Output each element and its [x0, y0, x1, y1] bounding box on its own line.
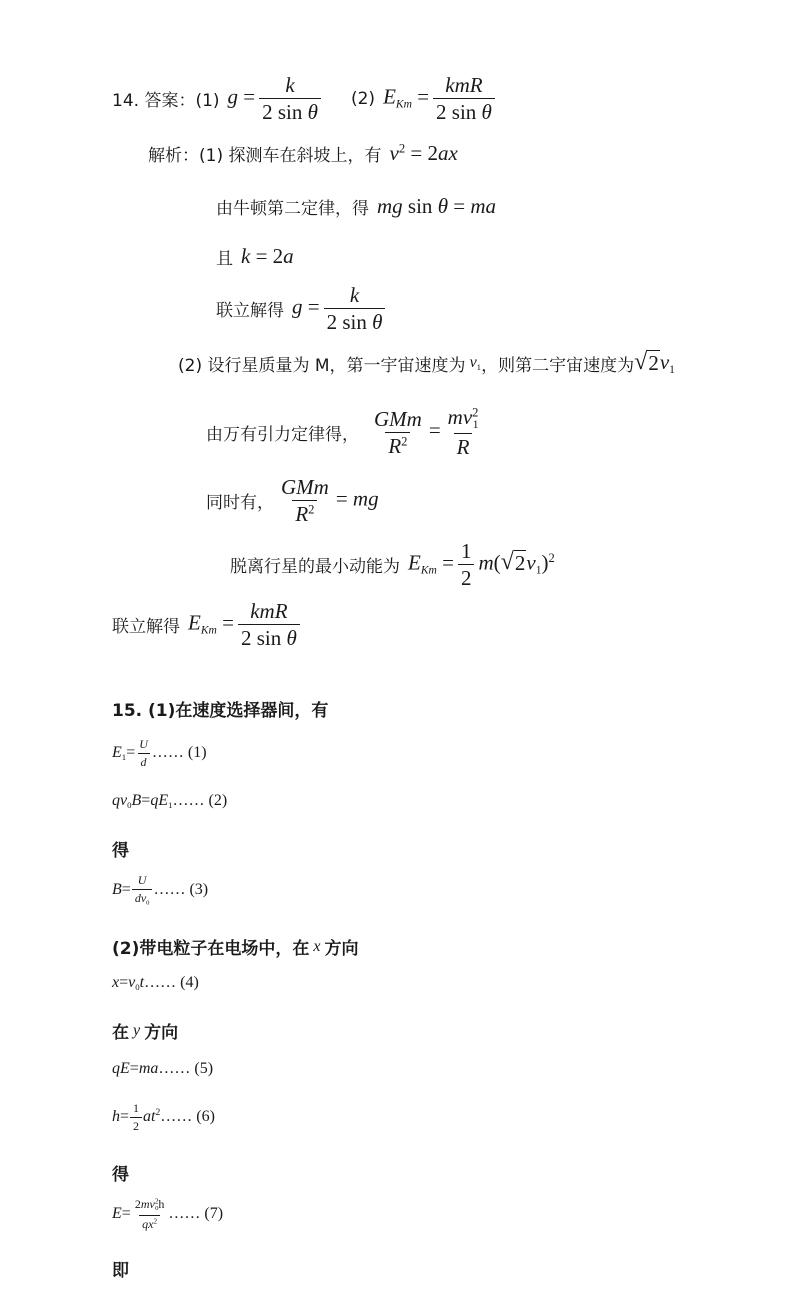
q15-eq7-formula: E= $\frac{2mv^2_0h}{qx^2}$ [112, 1197, 165, 1232]
q14-lianli-text: 联立解得 [216, 301, 284, 322]
q15-ji-text: 即 [112, 1261, 129, 1281]
q15-eq1-line [112, 738, 207, 768]
q14-tongshi-line [206, 476, 379, 525]
q14-part2-text-a: (2) 设行星质量为 M，第一宇宙速度为 [178, 355, 466, 376]
q15-x-symbol: x [313, 937, 321, 955]
q14-gm-formula: $\frac{\text{GMm}}{R^2}$ = mg [281, 475, 379, 527]
q15-eq2-tag: …… (2) [172, 792, 228, 810]
q14-final-line [112, 600, 304, 649]
q15-de1-line [112, 836, 129, 861]
q14-newton-formula: mg sin θ = ma [377, 194, 497, 218]
q15-y-symbol: y [133, 1021, 141, 1039]
q14-kinematics-formula: $v^2 = 2ax$ [389, 141, 458, 165]
q14-second-cosmic-velocity: √ 2 $v_1$ [634, 348, 675, 377]
q14-jiexi-text: 解析：(1) 探测车在斜坡上，有 [148, 146, 382, 166]
q14-g-result-formula: g = $\frac{k}{\text{2 sin θ}}$ [292, 284, 389, 333]
q15-eq3-line [112, 874, 208, 907]
q14-lianli-line [216, 284, 389, 333]
q14-answer-line [112, 74, 499, 123]
q15-line1 [112, 696, 328, 721]
q14-newton-line [216, 194, 496, 219]
q14-v1-symbol: $v_1$ [469, 353, 482, 373]
q15-eq5-line [112, 1060, 213, 1078]
q15-eq6-tag: …… (6) [160, 1108, 215, 1126]
q14-gravitation-formula: $\frac{\text{GMm}}{R^2}$ = $\frac{mv^2_1}{R}$ [374, 405, 479, 460]
q15-eq1-formula: $E_1=$ $\frac{U}{d}$ [112, 737, 148, 769]
q15-eq4-line [112, 974, 199, 992]
q14-part2-text-b: ，则第二宇宙速度为 [481, 355, 635, 376]
q15-x-direction: 方向 [324, 939, 359, 959]
q14-tongshi-text: 同时有， [206, 493, 274, 514]
q15-zai-text: 在 [112, 1023, 129, 1043]
q15-y-direction: 方向 [144, 1023, 179, 1043]
q14-qie-text: 且 [216, 249, 233, 269]
q14-k-formula: k = 2a [241, 244, 294, 268]
q15-eq2-line [112, 792, 227, 810]
q15-eq4-formula: $x=v_0t$ [112, 974, 145, 993]
q15-de2-text: 得 [112, 1165, 129, 1185]
q15-eq4-tag: …… (4) [144, 974, 199, 992]
q15-intro-text: 15. (1)在速度选择器间，有 [112, 701, 329, 721]
q15-eq3-tag: …… (3) [153, 881, 209, 899]
q15-de1-text: 得 [112, 841, 129, 861]
q14-qie-line [216, 244, 294, 269]
q14-newton-text: 由牛顿第二定律，得 [216, 199, 369, 219]
q15-eq5-tag: …… (5) [158, 1060, 214, 1077]
q14-min-kinetic-energy-formula: $E_{Km}$ = $\frac{1}{2}$ m( √ 2 $v_1)^2$ [408, 539, 555, 591]
q15-field-text: (2)带电粒子在电场中，在 [112, 939, 310, 959]
q15-y-line [112, 1018, 178, 1043]
q15-eq5-formula: qE=ma [112, 1060, 159, 1077]
q14-final-text: 联立解得 [112, 617, 180, 638]
q14-tuoli-line [230, 540, 555, 589]
q14-gravitation-text: 由万有引力定律得， [206, 424, 359, 445]
q15-eq7-line [112, 1198, 223, 1231]
q15-ji-line [112, 1256, 129, 1281]
q14-part2-line [178, 350, 675, 376]
q14-tuoli-text: 脱离行星的最小动能为 [230, 557, 400, 578]
q15-eq1-tag: …… (1) [151, 744, 207, 762]
q15-eq6-formula: h= $\frac{1}{2}$ $at^2$ [112, 1101, 161, 1133]
q14-part2-label: (2) [350, 88, 376, 109]
q14-jiexi-line [148, 141, 458, 166]
q14-final-formula: $E_{Km}$ = $\frac{\text{kmR}}{\text{2 sin θ}}$ [188, 600, 304, 649]
q15-eq7-tag: …… (7) [168, 1205, 224, 1223]
q14-answer2-formula: $E_{Km}$ = $\frac{\text{kmR}}{\text{2 sin θ}}$ [383, 74, 499, 123]
q14-gravitation-line [206, 406, 485, 458]
q15-field-line [112, 934, 358, 959]
q14-answer1-formula: g = $\frac{k}{\text{2 sin θ}}$ [228, 74, 325, 123]
q15-eq2-formula: $qv_0B=qE_1$ [112, 792, 173, 811]
q15-eq6-line [112, 1102, 215, 1132]
q15-de2-line [112, 1160, 129, 1185]
q14-title: 14. 答案：(1) [112, 91, 220, 112]
q15-eq3-formula: B= $\frac{U}{dv_0}$ [112, 874, 153, 907]
